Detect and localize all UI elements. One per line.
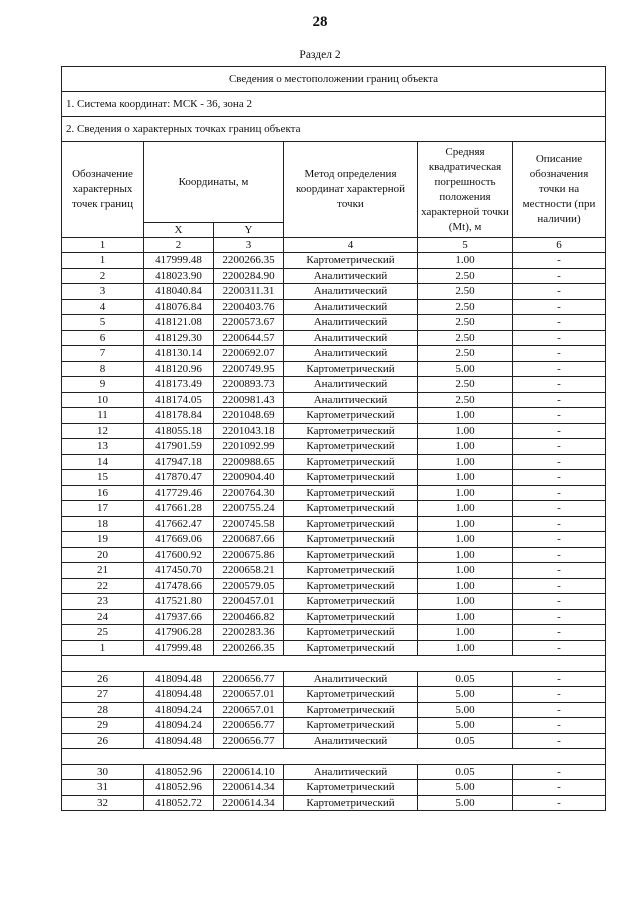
x-coordinate-cell: 417450.70 xyxy=(144,563,214,579)
coordinate-system: 1. Система координат: МСК - 36, зона 2 xyxy=(62,92,606,117)
method-cell: Картометрический xyxy=(284,423,418,439)
y-coordinate-cell: 2200573.67 xyxy=(214,315,284,331)
rmse-cell: 5.00 xyxy=(418,795,513,811)
x-coordinate-cell: 417478.66 xyxy=(144,578,214,594)
table-row xyxy=(62,609,606,625)
y-coordinate-cell: 2200675.86 xyxy=(214,547,284,563)
separator-row xyxy=(62,656,606,672)
point-id-cell: 14 xyxy=(62,454,144,470)
column-number: 4 xyxy=(284,238,418,253)
table-row xyxy=(62,485,606,501)
point-id-cell: 2 xyxy=(62,268,144,284)
x-coordinate-cell: 417906.28 xyxy=(144,625,214,641)
point-id-cell: 12 xyxy=(62,423,144,439)
x-coordinate-cell: 417662.47 xyxy=(144,516,214,532)
method-cell: Картометрический xyxy=(284,439,418,455)
point-id-cell: 10 xyxy=(62,392,144,408)
table-row xyxy=(62,702,606,718)
rmse-cell: 1.00 xyxy=(418,609,513,625)
description-cell: - xyxy=(513,330,606,346)
rmse-cell: 2.50 xyxy=(418,377,513,393)
rmse-cell: 5.00 xyxy=(418,718,513,734)
y-coordinate-cell: 2200614.34 xyxy=(214,795,284,811)
rmse-cell: 1.00 xyxy=(418,640,513,656)
method-cell: Картометрический xyxy=(284,780,418,796)
table-row xyxy=(62,346,606,362)
page-number: 28 xyxy=(312,14,328,30)
rmse-cell: 1.00 xyxy=(418,594,513,610)
table-row xyxy=(62,780,606,796)
y-coordinate-cell: 2200656.77 xyxy=(214,718,284,734)
description-cell: - xyxy=(513,640,606,656)
table-title: Сведения о местоположении границ объекта xyxy=(62,67,606,92)
description-cell: - xyxy=(513,346,606,362)
x-coordinate-cell: 418094.24 xyxy=(144,718,214,734)
separator-cell xyxy=(62,656,606,672)
point-id-cell: 26 xyxy=(62,671,144,687)
y-coordinate-cell: 2200687.66 xyxy=(214,532,284,548)
description-cell: - xyxy=(513,578,606,594)
separator-cell xyxy=(62,749,606,765)
description-cell: - xyxy=(513,439,606,455)
column-number: 2 xyxy=(144,238,214,253)
description-cell: - xyxy=(513,361,606,377)
y-coordinate-cell: 2200904.40 xyxy=(214,470,284,486)
method-cell: Картометрический xyxy=(284,501,418,517)
point-id-cell: 23 xyxy=(62,594,144,610)
x-coordinate-cell: 417999.48 xyxy=(144,253,214,269)
table-row xyxy=(62,516,606,532)
point-id-cell: 3 xyxy=(62,284,144,300)
table-row xyxy=(62,392,606,408)
method-cell: Аналитический xyxy=(284,284,418,300)
table-row xyxy=(62,284,606,300)
table-row xyxy=(62,764,606,780)
y-coordinate-cell: 2200658.21 xyxy=(214,563,284,579)
table-row xyxy=(62,315,606,331)
x-coordinate-cell: 418094.48 xyxy=(144,671,214,687)
rmse-cell: 1.00 xyxy=(418,253,513,269)
header-designation: Обозначение характерных точек границ xyxy=(62,142,144,238)
y-coordinate-cell: 2200755.24 xyxy=(214,501,284,517)
description-cell: - xyxy=(513,485,606,501)
description-cell: - xyxy=(513,516,606,532)
point-id-cell: 27 xyxy=(62,687,144,703)
y-coordinate-cell: 2201048.69 xyxy=(214,408,284,424)
table-row xyxy=(62,594,606,610)
description-cell: - xyxy=(513,687,606,703)
x-coordinate-cell: 418094.24 xyxy=(144,702,214,718)
rmse-cell: 1.00 xyxy=(418,408,513,424)
method-cell: Картометрический xyxy=(284,253,418,269)
x-coordinate-cell: 417901.59 xyxy=(144,439,214,455)
method-cell: Картометрический xyxy=(284,408,418,424)
point-id-cell: 24 xyxy=(62,609,144,625)
point-id-cell: 5 xyxy=(62,315,144,331)
description-cell: - xyxy=(513,501,606,517)
description-cell: - xyxy=(513,268,606,284)
method-cell: Аналитический xyxy=(284,733,418,749)
y-coordinate-cell: 2200692.07 xyxy=(214,346,284,362)
y-coordinate-cell: 2200311.31 xyxy=(214,284,284,300)
x-coordinate-cell: 417937.66 xyxy=(144,609,214,625)
point-id-cell: 29 xyxy=(62,718,144,734)
x-coordinate-cell: 418023.90 xyxy=(144,268,214,284)
method-cell: Аналитический xyxy=(284,671,418,687)
x-coordinate-cell: 418094.48 xyxy=(144,687,214,703)
point-id-cell: 1 xyxy=(62,253,144,269)
section-label: Раздел 2 xyxy=(299,49,341,61)
method-cell: Картометрический xyxy=(284,485,418,501)
x-coordinate-cell: 418173.49 xyxy=(144,377,214,393)
method-cell: Картометрический xyxy=(284,361,418,377)
method-cell: Картометрический xyxy=(284,594,418,610)
point-id-cell: 17 xyxy=(62,501,144,517)
method-cell: Картометрический xyxy=(284,578,418,594)
x-coordinate-cell: 418130.14 xyxy=(144,346,214,362)
y-coordinate-cell: 2201043.18 xyxy=(214,423,284,439)
y-coordinate-cell: 2200893.73 xyxy=(214,377,284,393)
x-coordinate-cell: 418076.84 xyxy=(144,299,214,315)
x-coordinate-cell: 417669.06 xyxy=(144,532,214,548)
method-cell: Картометрический xyxy=(284,470,418,486)
method-cell: Аналитический xyxy=(284,764,418,780)
point-id-cell: 25 xyxy=(62,625,144,641)
rmse-cell: 2.50 xyxy=(418,284,513,300)
method-cell: Аналитический xyxy=(284,346,418,362)
description-cell: - xyxy=(513,423,606,439)
table-row xyxy=(62,625,606,641)
y-coordinate-cell: 2200764.30 xyxy=(214,485,284,501)
table-row xyxy=(62,671,606,687)
table-row xyxy=(62,687,606,703)
table-row xyxy=(62,578,606,594)
y-coordinate-cell: 2200284.90 xyxy=(214,268,284,284)
y-coordinate-cell: 2200657.01 xyxy=(214,687,284,703)
description-cell: - xyxy=(513,299,606,315)
x-coordinate-cell: 418052.72 xyxy=(144,795,214,811)
x-coordinate-cell: 418094.48 xyxy=(144,733,214,749)
rmse-cell: 2.50 xyxy=(418,315,513,331)
point-id-cell: 16 xyxy=(62,485,144,501)
table-row xyxy=(62,547,606,563)
description-cell: - xyxy=(513,547,606,563)
header-description: Описание обозначения точки на местности (при наличии) xyxy=(513,142,606,238)
y-coordinate-cell: 2200614.10 xyxy=(214,764,284,780)
point-id-cell: 20 xyxy=(62,547,144,563)
description-cell: - xyxy=(513,671,606,687)
x-coordinate-cell: 418052.96 xyxy=(144,780,214,796)
point-id-cell: 8 xyxy=(62,361,144,377)
rmse-cell: 1.00 xyxy=(418,563,513,579)
y-coordinate-cell: 2200614.34 xyxy=(214,780,284,796)
separator-row xyxy=(62,749,606,765)
description-cell: - xyxy=(513,253,606,269)
description-cell: - xyxy=(513,392,606,408)
point-id-cell: 6 xyxy=(62,330,144,346)
y-coordinate-cell: 2200579.05 xyxy=(214,578,284,594)
table-row xyxy=(62,470,606,486)
header-method: Метод определения координат характерной точки xyxy=(284,142,418,238)
description-cell: - xyxy=(513,733,606,749)
x-coordinate-cell: 417729.46 xyxy=(144,485,214,501)
y-coordinate-cell: 2200657.01 xyxy=(214,702,284,718)
description-cell: - xyxy=(513,377,606,393)
rmse-cell: 0.05 xyxy=(418,764,513,780)
point-id-cell: 7 xyxy=(62,346,144,362)
x-coordinate-cell: 417600.92 xyxy=(144,547,214,563)
method-cell: Аналитический xyxy=(284,268,418,284)
table-row xyxy=(62,718,606,734)
rmse-cell: 2.50 xyxy=(418,346,513,362)
description-cell: - xyxy=(513,563,606,579)
table-row xyxy=(62,563,606,579)
y-coordinate-cell: 2200749.95 xyxy=(214,361,284,377)
method-cell: Картометрический xyxy=(284,609,418,625)
method-cell: Картометрический xyxy=(284,795,418,811)
point-id-cell: 21 xyxy=(62,563,144,579)
method-cell: Картометрический xyxy=(284,516,418,532)
table-row xyxy=(62,640,606,656)
method-cell: Картометрический xyxy=(284,532,418,548)
table-row xyxy=(62,439,606,455)
rmse-cell: 2.50 xyxy=(418,299,513,315)
method-cell: Картометрический xyxy=(284,702,418,718)
y-coordinate-cell: 2200988.65 xyxy=(214,454,284,470)
method-cell: Картометрический xyxy=(284,454,418,470)
header-coordinates: Координаты, м xyxy=(144,142,284,223)
column-number: 1 xyxy=(62,238,144,253)
y-coordinate-cell: 2200266.35 xyxy=(214,640,284,656)
point-id-cell: 13 xyxy=(62,439,144,455)
point-id-cell: 18 xyxy=(62,516,144,532)
point-id-cell: 11 xyxy=(62,408,144,424)
point-id-cell: 32 xyxy=(62,795,144,811)
x-coordinate-cell: 418040.84 xyxy=(144,284,214,300)
y-coordinate-cell: 2200457.01 xyxy=(214,594,284,610)
description-cell: - xyxy=(513,470,606,486)
method-cell: Аналитический xyxy=(284,392,418,408)
description-cell: - xyxy=(513,454,606,470)
table-row xyxy=(62,253,606,269)
x-coordinate-cell: 417870.47 xyxy=(144,470,214,486)
point-id-cell: 19 xyxy=(62,532,144,548)
description-cell: - xyxy=(513,702,606,718)
header-rmse: Средняя квадратическая погрешность положения характерной точки (Mt), м xyxy=(418,142,513,238)
y-coordinate-cell: 2200981.43 xyxy=(214,392,284,408)
boundary-points-table xyxy=(61,66,606,811)
x-coordinate-cell: 418120.96 xyxy=(144,361,214,377)
method-cell: Картометрический xyxy=(284,547,418,563)
description-cell: - xyxy=(513,780,606,796)
method-cell: Аналитический xyxy=(284,315,418,331)
y-coordinate-cell: 2201092.99 xyxy=(214,439,284,455)
rmse-cell: 5.00 xyxy=(418,702,513,718)
y-coordinate-cell: 2200283.36 xyxy=(214,625,284,641)
rmse-cell: 1.00 xyxy=(418,501,513,517)
rmse-cell: 1.00 xyxy=(418,470,513,486)
x-coordinate-cell: 418178.84 xyxy=(144,408,214,424)
table-row xyxy=(62,361,606,377)
method-cell: Картометрический xyxy=(284,625,418,641)
description-cell: - xyxy=(513,408,606,424)
table-row xyxy=(62,330,606,346)
method-cell: Картометрический xyxy=(284,640,418,656)
header-x: X xyxy=(144,223,214,238)
rmse-cell: 1.00 xyxy=(418,516,513,532)
method-cell: Картометрический xyxy=(284,718,418,734)
description-cell: - xyxy=(513,609,606,625)
rmse-cell: 1.00 xyxy=(418,625,513,641)
table-row xyxy=(62,299,606,315)
table-row xyxy=(62,408,606,424)
method-cell: Аналитический xyxy=(284,299,418,315)
x-coordinate-cell: 418174.05 xyxy=(144,392,214,408)
x-coordinate-cell: 417947.18 xyxy=(144,454,214,470)
x-coordinate-cell: 418052.96 xyxy=(144,764,214,780)
description-cell: - xyxy=(513,795,606,811)
x-coordinate-cell: 417661.28 xyxy=(144,501,214,517)
rmse-cell: 5.00 xyxy=(418,687,513,703)
column-number: 5 xyxy=(418,238,513,253)
y-coordinate-cell: 2200656.77 xyxy=(214,733,284,749)
rmse-cell: 2.50 xyxy=(418,268,513,284)
rmse-cell: 1.00 xyxy=(418,578,513,594)
description-cell: - xyxy=(513,625,606,641)
rmse-cell: 1.00 xyxy=(418,423,513,439)
rmse-cell: 5.00 xyxy=(418,780,513,796)
y-coordinate-cell: 2200656.77 xyxy=(214,671,284,687)
y-coordinate-cell: 2200644.57 xyxy=(214,330,284,346)
table-row xyxy=(62,454,606,470)
rmse-cell: 0.05 xyxy=(418,671,513,687)
method-cell: Картометрический xyxy=(284,563,418,579)
rmse-cell: 1.00 xyxy=(418,485,513,501)
description-cell: - xyxy=(513,594,606,610)
method-cell: Аналитический xyxy=(284,330,418,346)
point-id-cell: 4 xyxy=(62,299,144,315)
x-coordinate-cell: 418129.30 xyxy=(144,330,214,346)
rmse-cell: 1.00 xyxy=(418,454,513,470)
method-cell: Аналитический xyxy=(284,377,418,393)
description-cell: - xyxy=(513,315,606,331)
rmse-cell: 1.00 xyxy=(418,547,513,563)
column-number: 6 xyxy=(513,238,606,253)
table-row xyxy=(62,795,606,811)
table-row xyxy=(62,501,606,517)
rmse-cell: 2.50 xyxy=(418,330,513,346)
header-y: Y xyxy=(214,223,284,238)
description-cell: - xyxy=(513,718,606,734)
y-coordinate-cell: 2200466.82 xyxy=(214,609,284,625)
rmse-cell: 5.00 xyxy=(418,361,513,377)
point-id-cell: 30 xyxy=(62,764,144,780)
rmse-cell: 1.00 xyxy=(418,532,513,548)
table-row xyxy=(62,423,606,439)
y-coordinate-cell: 2200745.58 xyxy=(214,516,284,532)
point-id-cell: 9 xyxy=(62,377,144,393)
point-id-cell: 22 xyxy=(62,578,144,594)
y-coordinate-cell: 2200266.35 xyxy=(214,253,284,269)
column-number: 3 xyxy=(214,238,284,253)
table-row xyxy=(62,268,606,284)
method-cell: Картометрический xyxy=(284,687,418,703)
rmse-cell: 0.05 xyxy=(418,733,513,749)
table-row xyxy=(62,733,606,749)
rmse-cell: 1.00 xyxy=(418,439,513,455)
point-id-cell: 26 xyxy=(62,733,144,749)
description-cell: - xyxy=(513,532,606,548)
point-id-cell: 1 xyxy=(62,640,144,656)
table-row xyxy=(62,377,606,393)
rmse-cell: 2.50 xyxy=(418,392,513,408)
x-coordinate-cell: 417521.80 xyxy=(144,594,214,610)
x-coordinate-cell: 417999.48 xyxy=(144,640,214,656)
description-cell: - xyxy=(513,764,606,780)
y-coordinate-cell: 2200403.76 xyxy=(214,299,284,315)
x-coordinate-cell: 418055.18 xyxy=(144,423,214,439)
table-row xyxy=(62,532,606,548)
point-id-cell: 31 xyxy=(62,780,144,796)
point-id-cell: 15 xyxy=(62,470,144,486)
x-coordinate-cell: 418121.08 xyxy=(144,315,214,331)
description-cell: - xyxy=(513,284,606,300)
point-id-cell: 28 xyxy=(62,702,144,718)
points-heading: 2. Сведения о характерных точках границ объекта xyxy=(62,117,606,142)
